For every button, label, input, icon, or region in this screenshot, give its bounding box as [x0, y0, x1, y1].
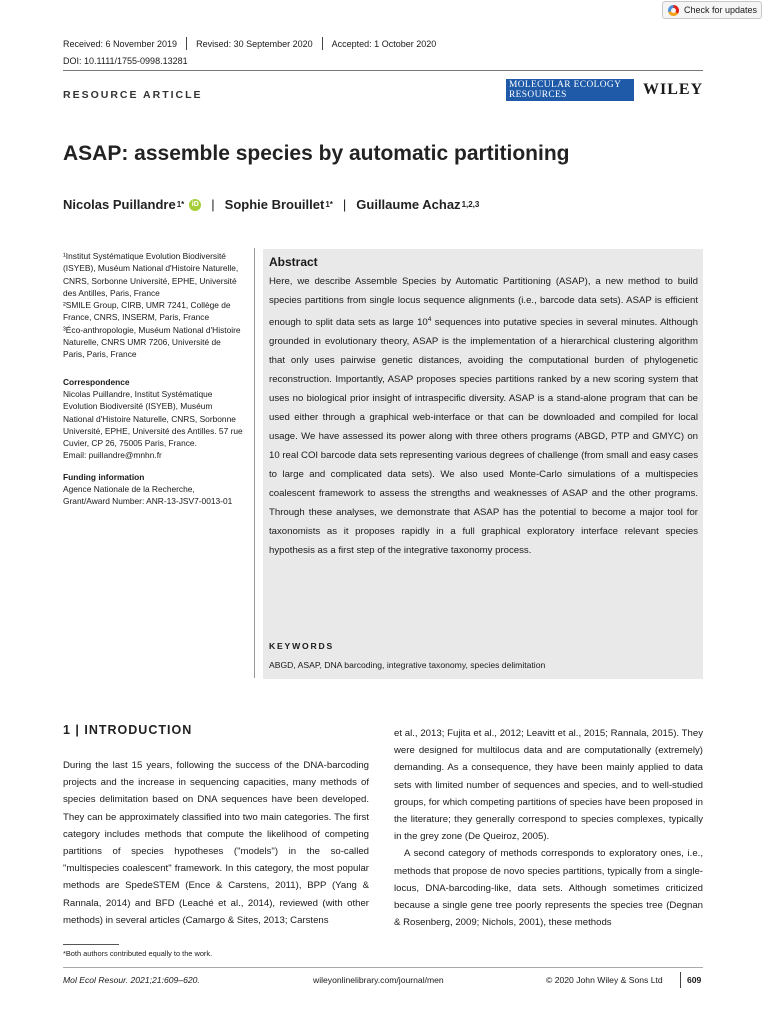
- intro-column-left: During the last 15 years, following the success of the DNA-barcoding projects and the increase in sequencing capacities, many methods of species delimitation based on DNA sequences have been developed. They can be approximately classified into two main categories. The first category includes methods that compute the likelihood of competing partitions of species hypotheses ("models") in the so-called "multispecies coalescent" framework. In this category, the most popular methods are SpedeSTEM (Ence & Carstens, 2011), BPP (Yang & Rannala, 2014) and BFD (Leaché et al., 2014), reviewed (with other methods) in several articles (Camargo & Sites, 2013; Carstens: [63, 760, 369, 926]
- affiliation: ²SMILE Group, CIRB, UMR 7241, Collège de France, CNRS, INSERM, Paris, France: [63, 300, 231, 323]
- author-separator: |: [211, 197, 215, 212]
- funding-heading: Funding information: [63, 471, 145, 482]
- intro-paragraph: et al., 2013; Fujita et al., 2012; Leavitt et al., 2015; Rannala, 2015). They were designed for multilocus data and are computationally (extremely) demanding. As a consequence, they have been mainly applied to data sets with limited number of sequences and species, and to well-studied groups, for which competing partitions of species have been proposed in the literature; they generally correspond to species complexes, typically in the grey zone (De Queiroz, 2005).: [394, 728, 703, 843]
- footer-rule: [63, 967, 703, 968]
- footer-copyright: © 2020 John Wiley & Sons Ltd: [546, 975, 663, 985]
- received-date: Received: 6 November 2019: [63, 38, 178, 49]
- author-name[interactable]: Nicolas Puillandre: [63, 197, 176, 212]
- crossmark-icon: [668, 5, 679, 16]
- affiliation: ¹Institut Systématique Evolution Biodiversité (ISYEB), Muséum National d'Histoire Naturelle, CNRS, Sorbonne Université, EPHE, Université des Antilles, Paris, France: [63, 251, 239, 298]
- check-for-updates-label: Check for updates: [684, 5, 758, 15]
- article-type: RESOURCE ARTICLE: [63, 89, 203, 101]
- journal-logo-line1: MOLECULAR ECOLOGY: [509, 80, 622, 90]
- footnote: *Both authors contributed equally to the work.: [63, 949, 213, 958]
- author-sup: 1,2,3: [461, 200, 480, 209]
- author-list: [63, 197, 479, 212]
- keywords-heading: KEYWORDS: [269, 641, 335, 651]
- check-for-updates-button[interactable]: [662, 1, 762, 19]
- abstract-text: Here, we describe Assemble Species by Automatic Partitioning (ASAP), a new method to build species partitions from single locus sequence alignments (i.e., barcode data sets). ASAP is efficient enough to split data sets as large $10^4$ sequences into putative species in several minutes. Although grounded in evolutionary theory, ASAP is the implementation of a hierarchical clustering algorithm that only uses pairwise genetic distances, avoiding the computational burden of phylogenetic reconstruction. Importantly, ASAP proposes species partitions ranked by a new scoring system that uses no biological prior insight of intraspecific diversity. ASAP is a stand-alone program that can be used either through a graphical web-interface or that can be downloaded and compiled for local usage. We have assessed its power along with three others programs (ABGD, PTP and GMYC) on 10 real COI barcode data sets representing various degrees of challenge (from small and easy cases to large and complicated data sets). We also used Monte-Carlo simulations of a multispecies coalescent framework to assess the strengths and weaknesses of ASAP and the other programs. Through these analyses, we demonstrate that ASAP has the potential to become a major tool for taxonomists as it proposes rapidly in a full graphical exploratory interface relevant species hypothesis as a first step of the integrative taxonomy process.: [269, 276, 698, 557]
- abstract-heading: Abstract: [269, 255, 318, 269]
- author-sup: 1*: [176, 200, 185, 209]
- divider: [186, 37, 187, 50]
- accepted-date: Accepted: 1 October 2020: [331, 38, 437, 49]
- publisher-logo[interactable]: WILEY: [643, 81, 704, 98]
- correspondence-text: Nicolas Puillandre, Institut Systématique Evolution Biodiversité (ISYEB), Muséum National d'Histoire Naturelle, CNRS, Sorbonne Université, EPHE, Université des Antilles. 57 rue Cuvier, CP 26, 75005 Paris, France.: [63, 388, 243, 449]
- article-dates: [63, 37, 436, 50]
- author-sup: 1*: [325, 200, 333, 209]
- revised-date: Revised: 30 September 2020: [196, 38, 313, 49]
- article-title: ASAP: assemble species by automatic partitioning: [63, 142, 570, 165]
- header-rule: [63, 70, 703, 71]
- correspondence-email[interactable]: Email: puillandre@mnhn.fr: [63, 450, 162, 461]
- orcid-icon[interactable]: iD: [189, 199, 201, 211]
- abstract-superscript: 4: [427, 316, 432, 323]
- doi[interactable]: DOI: 10.1111/1755-0998.13281: [63, 56, 188, 66]
- author-name[interactable]: Guillaume Achaz: [356, 197, 461, 212]
- page-number: 609: [687, 975, 702, 985]
- footer-divider: [680, 972, 681, 988]
- journal-logo[interactable]: [506, 79, 634, 101]
- abstract-box: [263, 249, 703, 679]
- author-name[interactable]: Sophie Brouillet: [224, 197, 325, 212]
- footer-citation: Mol Ecol Resour. 2021;21:609–620.: [63, 975, 200, 985]
- footnote-rule: [63, 944, 119, 945]
- correspondence-heading: Correspondence: [63, 376, 130, 387]
- intro-paragraph: A second category of methods corresponds to exploratory ones, i.e., methods that propose de novo species partitions, typically from a single-locus, DNA-barcoding-like, data sets. Although sometimes criticized because a single gene tree poorly represents the species tree (Degnan & Rosenberg, 2009; Nichols, 2001), these methods: [394, 848, 703, 929]
- column-divider: [254, 248, 255, 678]
- footer-url[interactable]: wileyonlinelibrary.com/journal/men: [313, 975, 444, 985]
- intro-column-right: [394, 725, 703, 931]
- author-separator: |: [342, 197, 347, 212]
- affiliations-panel: [63, 250, 243, 508]
- funding-text: Agence Nationale de la Recherche, Grant/Award Number: ANR-13-JSV7-0013-01: [63, 484, 233, 507]
- keywords-list: ABGD, ASAP, DNA barcoding, integrative taxonomy, species delimitation: [269, 660, 546, 670]
- section-heading: 1 | INTRODUCTION: [63, 723, 193, 737]
- affiliation: ³Éco-anthropologie, Muséum National d'Histoire Naturelle, CNRS UMR 7206, Université de Paris, Paris, France: [63, 324, 241, 360]
- journal-logo-line2: RESOURCES: [509, 90, 567, 100]
- divider: [322, 37, 323, 50]
